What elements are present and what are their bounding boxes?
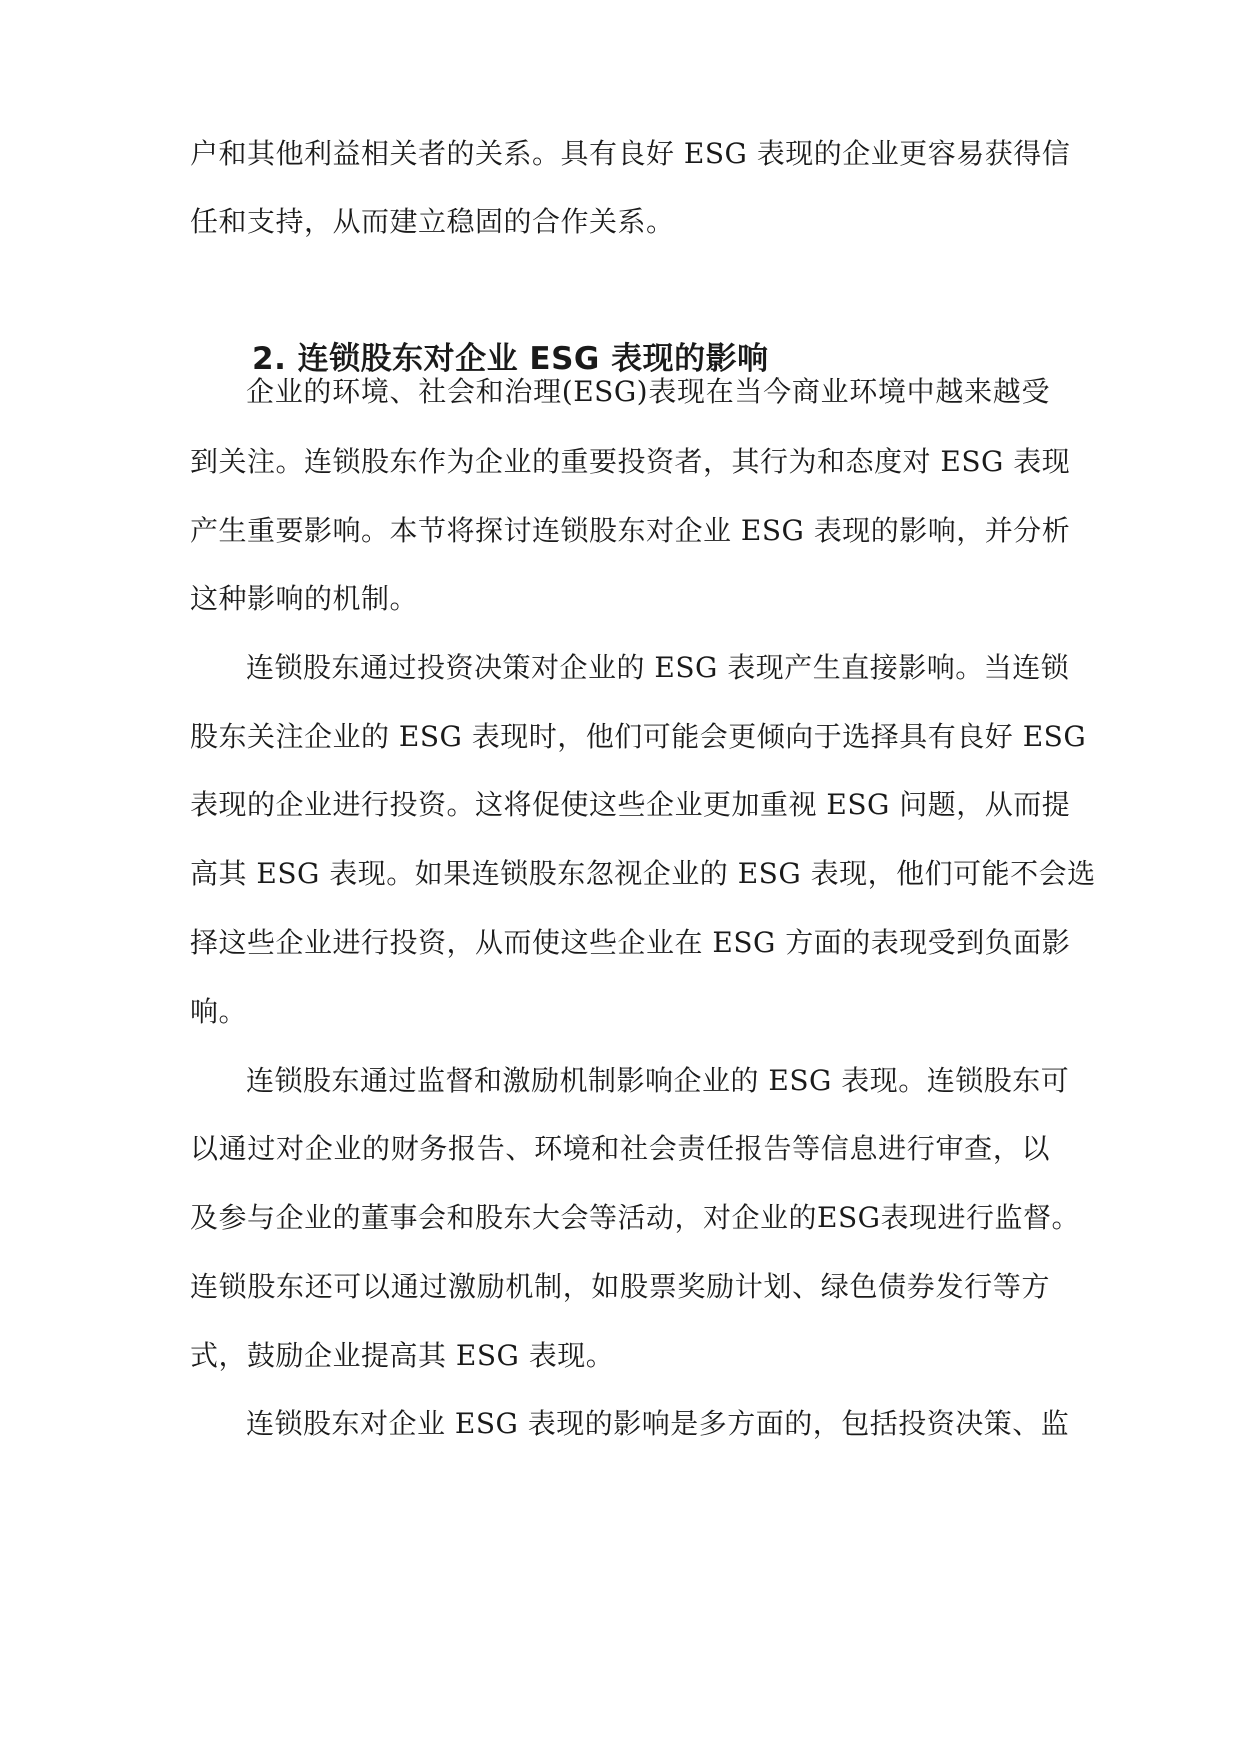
paragraph-line: 表现的企业进行投资。这将促使这些企业更加重视 ESG 问题，从而提 [190, 788, 1071, 821]
paragraph-line: 企业的环境、社会和治理(ESG)表现在当今商业环境中越来越受 [246, 375, 1050, 408]
paragraph-line: 到关注。连锁股东作为企业的重要投资者，其行为和态度对 ESG 表现 [190, 445, 1071, 478]
paragraph-line: 任和支持，从而建立稳固的合作关系。 [190, 205, 675, 238]
paragraph-line: 响。 [190, 995, 248, 1028]
paragraph-line: 股东关注企业的 ESG 表现时，他们可能会更倾向于选择具有良好 ESG [190, 720, 1087, 753]
paragraph-line: 连锁股东还可以通过激励机制，如股票奖励计划、绿色债券发行等方 [190, 1270, 1050, 1303]
paragraph-line: 户和其他利益相关者的关系。具有良好 ESG 表现的企业更容易获得信 [190, 137, 1071, 170]
paragraph-line: 式，鼓励企业提高其 ESG 表现。 [190, 1339, 615, 1372]
section-heading: 2. 连锁股东对企业 ESG 表现的影响 [252, 341, 769, 377]
paragraph-line: 这种影响的机制。 [190, 582, 419, 615]
paragraph-line: 高其 ESG 表现。如果连锁股东忽视企业的 ESG 表现，他们可能不会选 [190, 857, 1096, 890]
paragraph-line: 连锁股东通过投资决策对企业的 ESG 表现产生直接影响。当连锁 [246, 651, 1070, 684]
paragraph-line: 以通过对企业的财务报告、环境和社会责任报告等信息进行审查，以 [190, 1132, 1050, 1165]
paragraph-line: 连锁股东通过监督和激励机制影响企业的 ESG 表现。连锁股东可 [246, 1064, 1070, 1097]
paragraph-line: 连锁股东对企业 ESG 表现的影响是多方面的，包括投资决策、监 [246, 1407, 1070, 1440]
paragraph-line: 及参与企业的董事会和股东大会等活动，对企业的ESG表现进行监督。 [190, 1201, 1080, 1234]
paragraph-line: 择这些企业进行投资，从而使这些企业在 ESG 方面的表现受到负面影 [190, 926, 1071, 959]
paragraph-line: 产生重要影响。本节将探讨连锁股东对企业 ESG 表现的影响，并分析 [190, 514, 1071, 547]
